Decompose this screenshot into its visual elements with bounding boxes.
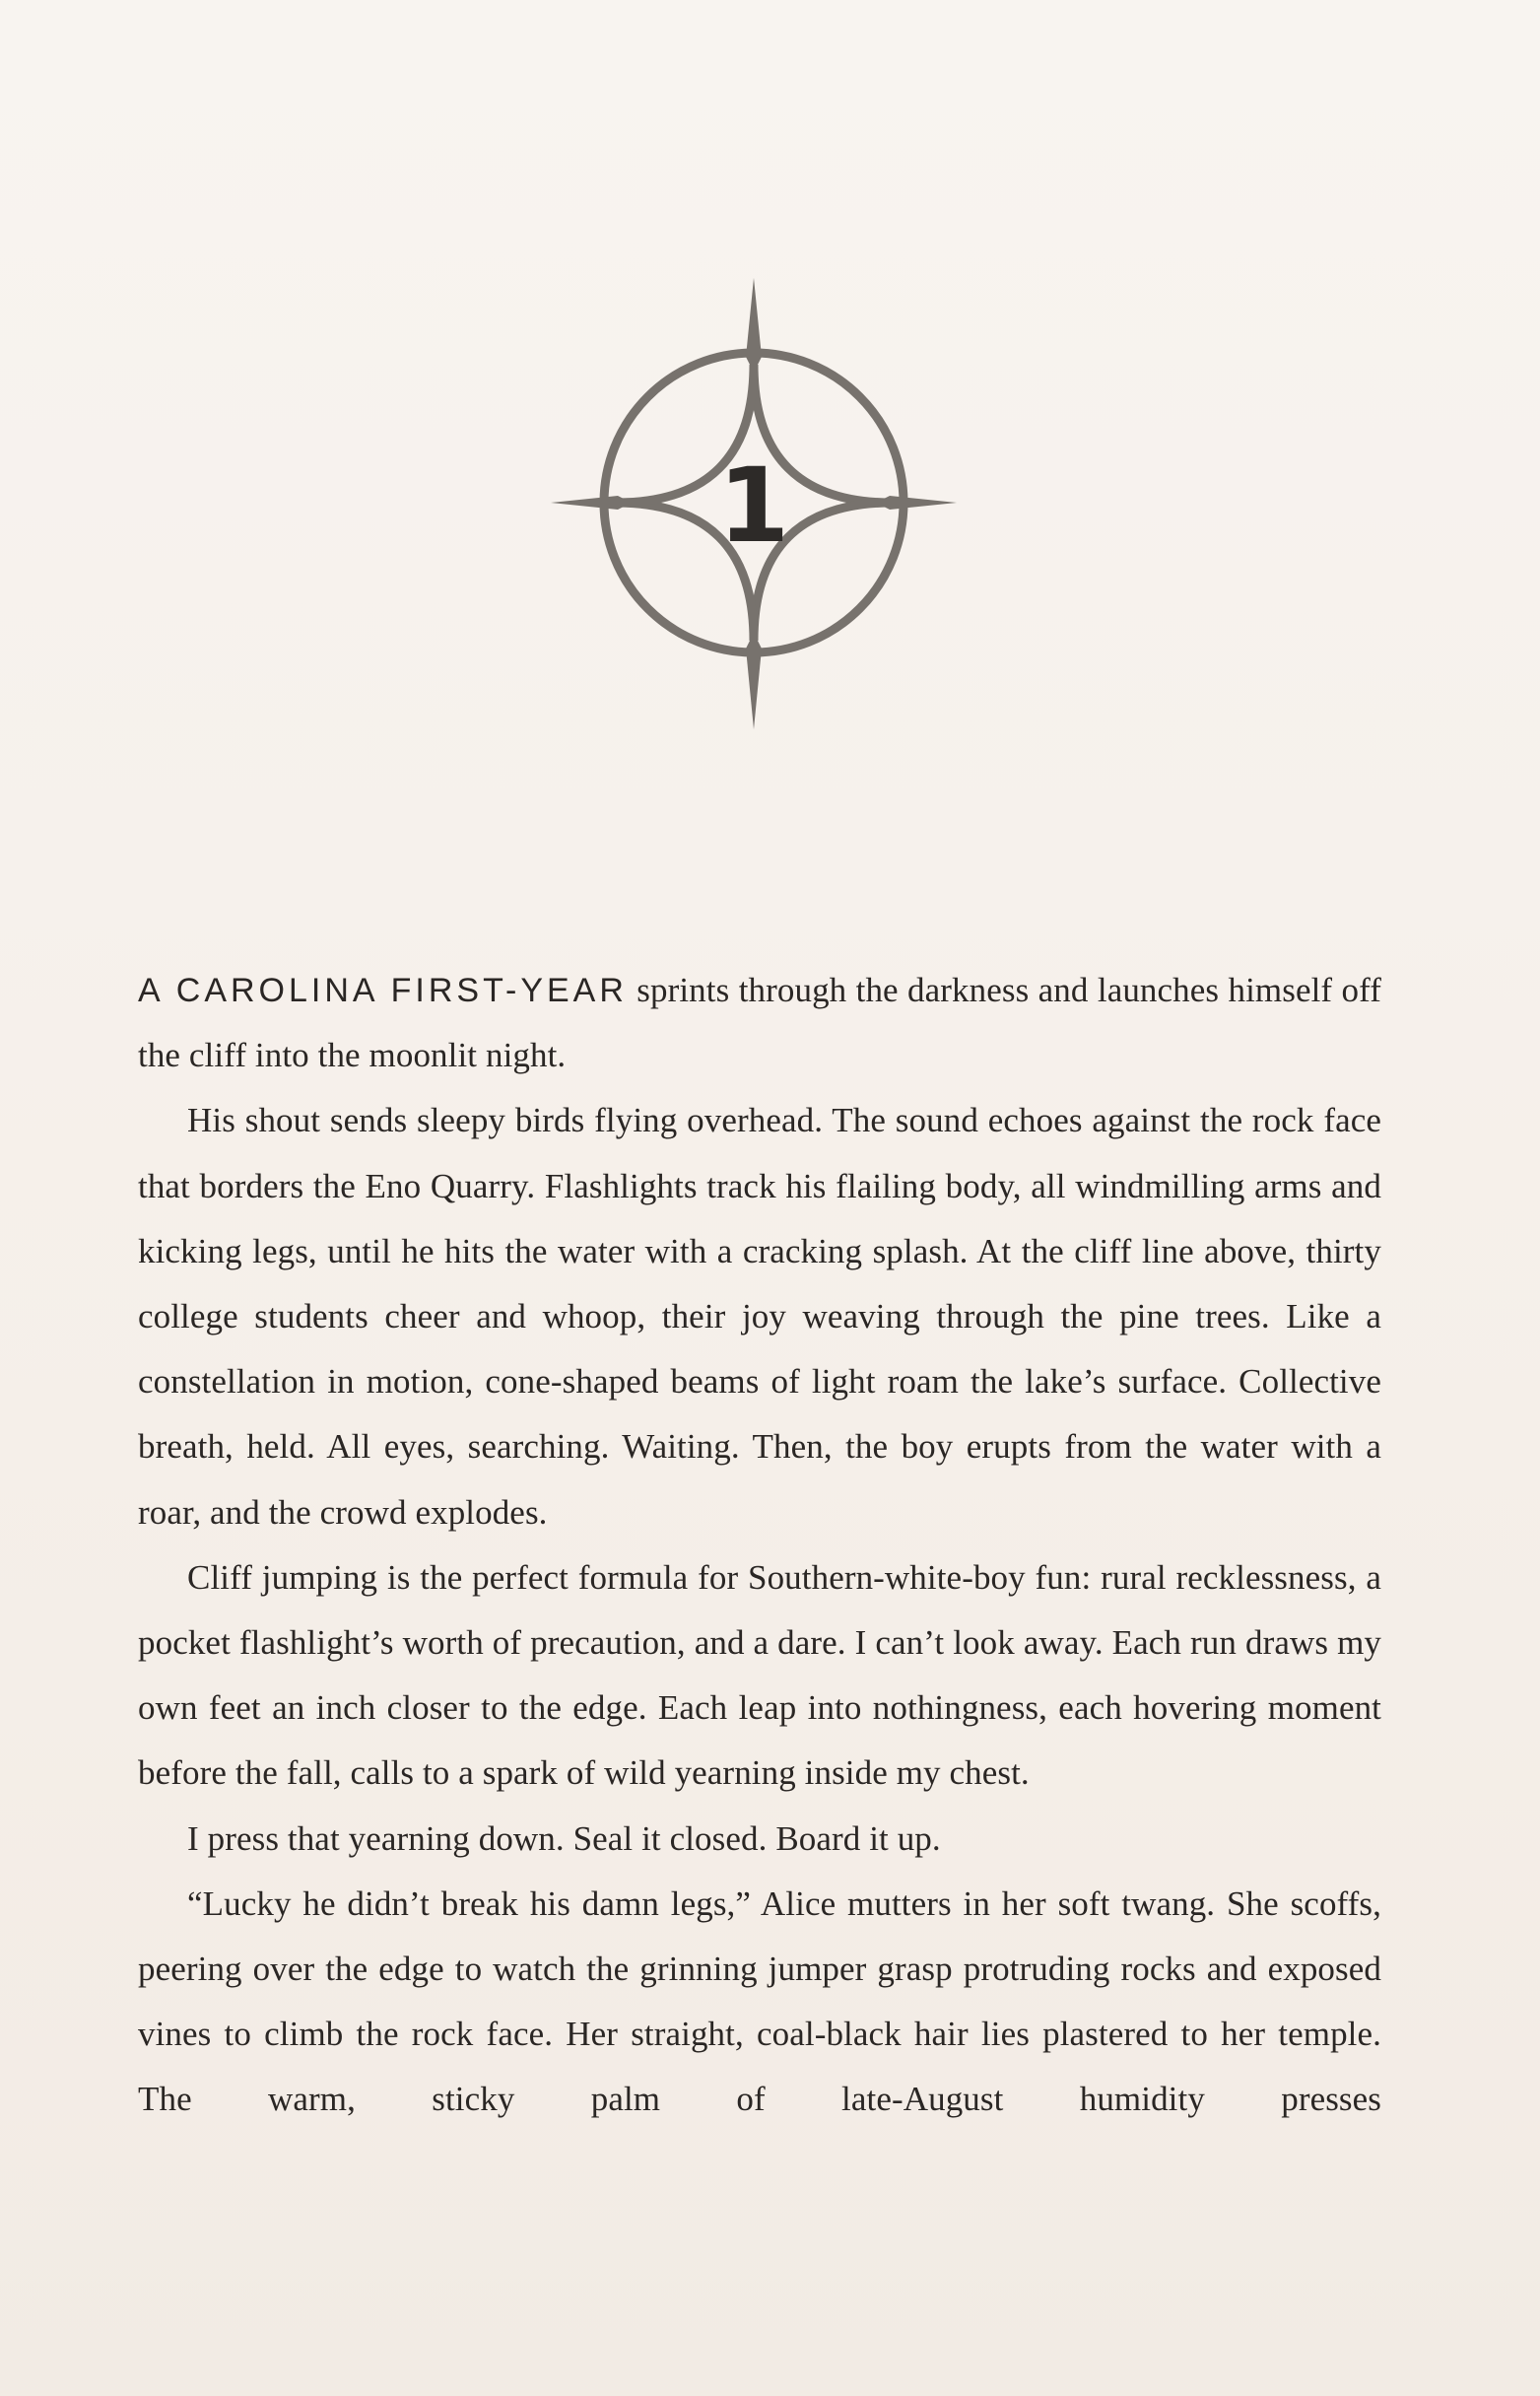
paragraph-1 (138, 958, 1381, 1088)
paragraph-3: Cliff jumping is the perfect formula for Southern-white-boy fun: rural recklessness, a pocket flashlight’s worth of precaution, and a dare. I can’t look away. Each run draws my own feet an inch closer to the edge. Each leap into nothingness, each hovering moment before the fall, calls to a spark of wild yearning inside my chest. (138, 1557, 1381, 1793)
chapter-number: 1 (717, 445, 790, 566)
paragraph-2: His shout sends sleepy birds flying overhead. The sound echoes against the rock face that borders the Eno Quarry. Flashlights track his flailing body, all windmilling arms and kicking legs, until he hits the water with a cracking splash. At the cliff line above, thirty college students cheer and whoop, their joy weaving through the pine trees. Like a constellation in motion, cone-shaped beams of light roam the lake’s surface. Collective breath, held. All eyes, searching. Waiting. Then, the boy erupts from the water with a roar, and the crowd explodes. (138, 1101, 1381, 1532)
paragraph-5: “Lucky he didn’t break his damn legs,” Alice mutters in her soft twang. She scoffs, peering over the edge to watch the grinning jumper grasp protruding rocks and exposed vines to climb the rock face. Her straight, coal-black hair lies plastered to her temple. The warm, sticky palm of late-August humidity presses (138, 1883, 1381, 2119)
lead-in-small-caps: A CAROLINA FIRST-YEAR (138, 972, 628, 1009)
chapter-text (138, 958, 1381, 2133)
compass-star-icon (547, 266, 961, 739)
paragraph-4: I press that yearning down. Seal it closed. Board it up. (187, 1818, 941, 1858)
paragraph-1-text: sprints through the darkness and launches himself off the cliff into the moonlit night. (138, 971, 1382, 1075)
